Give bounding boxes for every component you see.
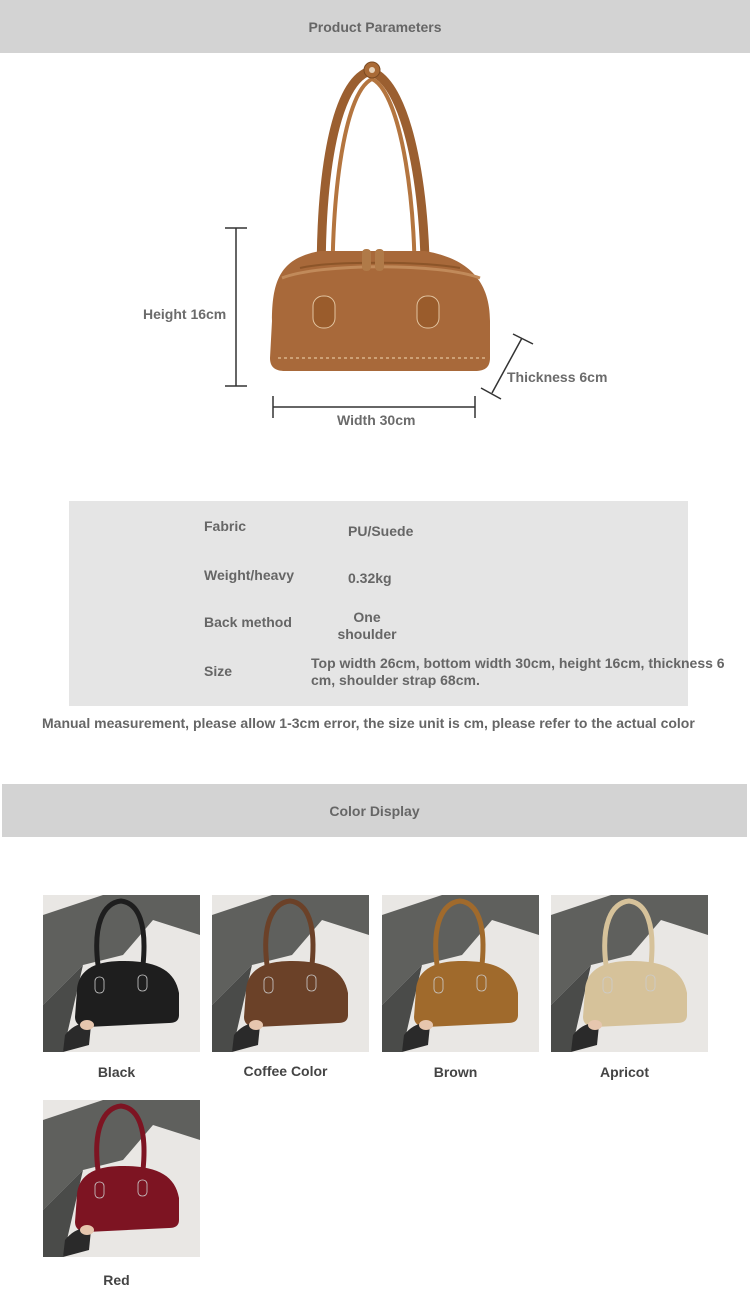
param-value-size-line1: Top width 26cm, bottom width 30cm, height 16cm, thickness 6 xyxy=(311,655,725,671)
color-swatch-label: Apricot xyxy=(600,1064,649,1080)
color-display-banner xyxy=(2,784,747,837)
param-value-weight: 0.32kg xyxy=(348,570,392,586)
color-swatch-image[interactable] xyxy=(551,895,708,1052)
color-swatch-label: Black xyxy=(97,1064,136,1080)
color-swatch-label: Red xyxy=(103,1272,130,1288)
width-label: Width 30cm xyxy=(337,412,416,428)
color-swatch-image[interactable] xyxy=(43,895,200,1052)
color-swatch-image[interactable] xyxy=(382,895,539,1052)
color-swatch-image[interactable] xyxy=(212,895,369,1052)
product-parameters-title: Product Parameters xyxy=(308,18,442,35)
param-value-fabric: PU/Suede xyxy=(348,523,414,539)
color-swatch-label: Coffee Color xyxy=(243,1063,328,1079)
measurement-note: Manual measurement, please allow 1-3cm error, the size unit is cm, please refer to the actual color xyxy=(42,715,695,731)
param-label-weight: Weight/heavy xyxy=(204,567,294,583)
color-swatch-label: Brown xyxy=(433,1064,478,1080)
product-parameters-banner xyxy=(0,0,750,53)
param-value-size-line2: cm, shoulder strap 68cm. xyxy=(311,672,480,688)
param-value-back-method-line2: shoulder xyxy=(337,626,397,642)
thickness-label: Thickness 6cm xyxy=(507,369,608,385)
color-display-title: Color Display xyxy=(329,802,420,819)
param-value-size xyxy=(311,655,725,689)
param-value-back-method-line1: One xyxy=(353,609,381,625)
param-label-size: Size xyxy=(204,663,233,679)
param-label-fabric: Fabric xyxy=(204,518,247,534)
param-value-back-method xyxy=(327,609,407,643)
height-label: Height 16cm xyxy=(143,306,227,322)
param-label-back-method: Back method xyxy=(204,614,292,630)
parameters-table xyxy=(69,501,725,706)
color-swatch-image[interactable] xyxy=(43,1100,200,1257)
